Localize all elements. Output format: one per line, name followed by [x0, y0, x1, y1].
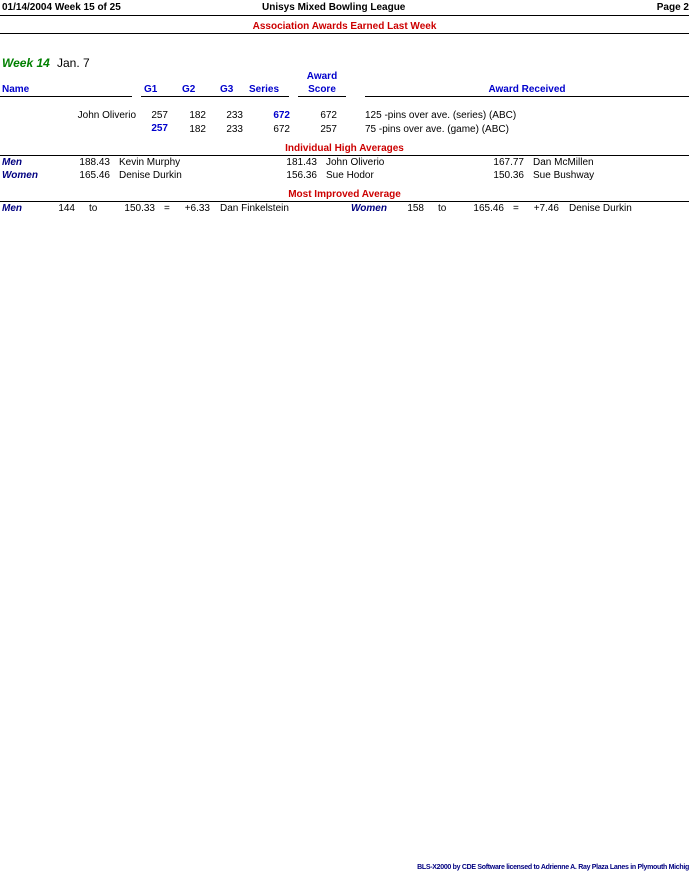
improved-to: 150.33 [124, 203, 155, 214]
high-average-value: 167.77 [493, 157, 524, 168]
award-g2: 182 [189, 124, 206, 135]
high-average-value: 165.46 [79, 170, 110, 181]
high-average-name: Sue Hodor [326, 170, 374, 181]
award-description: 75 -pins over ave. (game) (ABC) [365, 124, 509, 135]
col-underline-award [365, 96, 689, 97]
award-series: 672 [273, 124, 290, 135]
men-improved-label: Men [2, 203, 22, 214]
award-series: 672 [273, 110, 290, 121]
improved-to-word: to [438, 203, 447, 214]
high-average-value: 150.36 [493, 170, 524, 181]
improved-diff: +6.33 [184, 203, 210, 214]
col-header-score: Score [308, 84, 336, 95]
high-average-value: 156.36 [286, 170, 317, 181]
high-average-name: Sue Bushway [533, 170, 595, 181]
col-header-g2: G2 [182, 84, 196, 95]
improved-name: Denise Durkin [569, 203, 632, 214]
women-improved-label: Women [351, 203, 387, 214]
col-header-g3: G3 [220, 84, 234, 95]
col-header-g1: G1 [144, 84, 158, 95]
col-header-series: Series [249, 84, 280, 95]
improved-diff: +7.46 [533, 203, 559, 214]
col-header-award-received: Award Received [488, 84, 566, 95]
improved-to-word: to [89, 203, 98, 214]
high-averages-title: Individual High Averages [285, 143, 404, 154]
page-number: Page 2 [656, 2, 689, 13]
section-divider [0, 33, 689, 34]
week-label: Week 14 [2, 56, 50, 70]
men-label: Men [2, 157, 22, 168]
improved-from: 144 [58, 203, 75, 214]
high-average-name: Kevin Murphy [119, 157, 181, 168]
award-score: 257 [320, 124, 337, 135]
award-description: 125 -pins over ave. (series) (ABC) [365, 110, 517, 121]
award-g3: 233 [226, 110, 243, 121]
women-label: Women [2, 170, 38, 181]
improved-equals: = [164, 203, 170, 214]
award-name: John Oliverio [77, 110, 136, 121]
col-header-award-top: Award [306, 71, 338, 82]
award-score: 672 [320, 110, 337, 121]
header-divider [0, 15, 689, 16]
col-underline-games [141, 96, 289, 97]
award-g2: 182 [189, 110, 206, 121]
high-average-name: Denise Durkin [119, 170, 182, 181]
high-average-name: John Oliverio [326, 157, 385, 168]
most-improved-title: Most Improved Average [288, 189, 401, 200]
high-average-value: 181.43 [286, 157, 317, 168]
improved-to: 165.46 [473, 203, 504, 214]
col-underline-name [0, 96, 132, 97]
footer-license: BLS-X2000 by CDE Software licensed to Adrienne A. Ray Plaza Lanes in Plymouth Michig [417, 864, 689, 871]
high-averages-divider [0, 155, 689, 156]
award-g1: 257 [151, 123, 168, 134]
section-title: Association Awards Earned Last Week [252, 21, 437, 32]
award-g1: 257 [151, 110, 168, 121]
league-title: Unisys Mixed Bowling League [262, 2, 406, 13]
most-improved-divider [0, 201, 689, 202]
improved-name: Dan Finkelstein [220, 203, 289, 214]
week-date: Jan. 7 [57, 56, 90, 70]
report-date-week: 01/14/2004 Week 15 of 25 [2, 2, 121, 13]
award-g3: 233 [226, 124, 243, 135]
high-average-name: Dan McMillen [533, 157, 594, 168]
high-average-value: 188.43 [79, 157, 110, 168]
col-header-name: Name [2, 84, 30, 95]
col-underline-score [298, 96, 346, 97]
improved-equals: = [513, 203, 519, 214]
improved-from: 158 [407, 203, 424, 214]
